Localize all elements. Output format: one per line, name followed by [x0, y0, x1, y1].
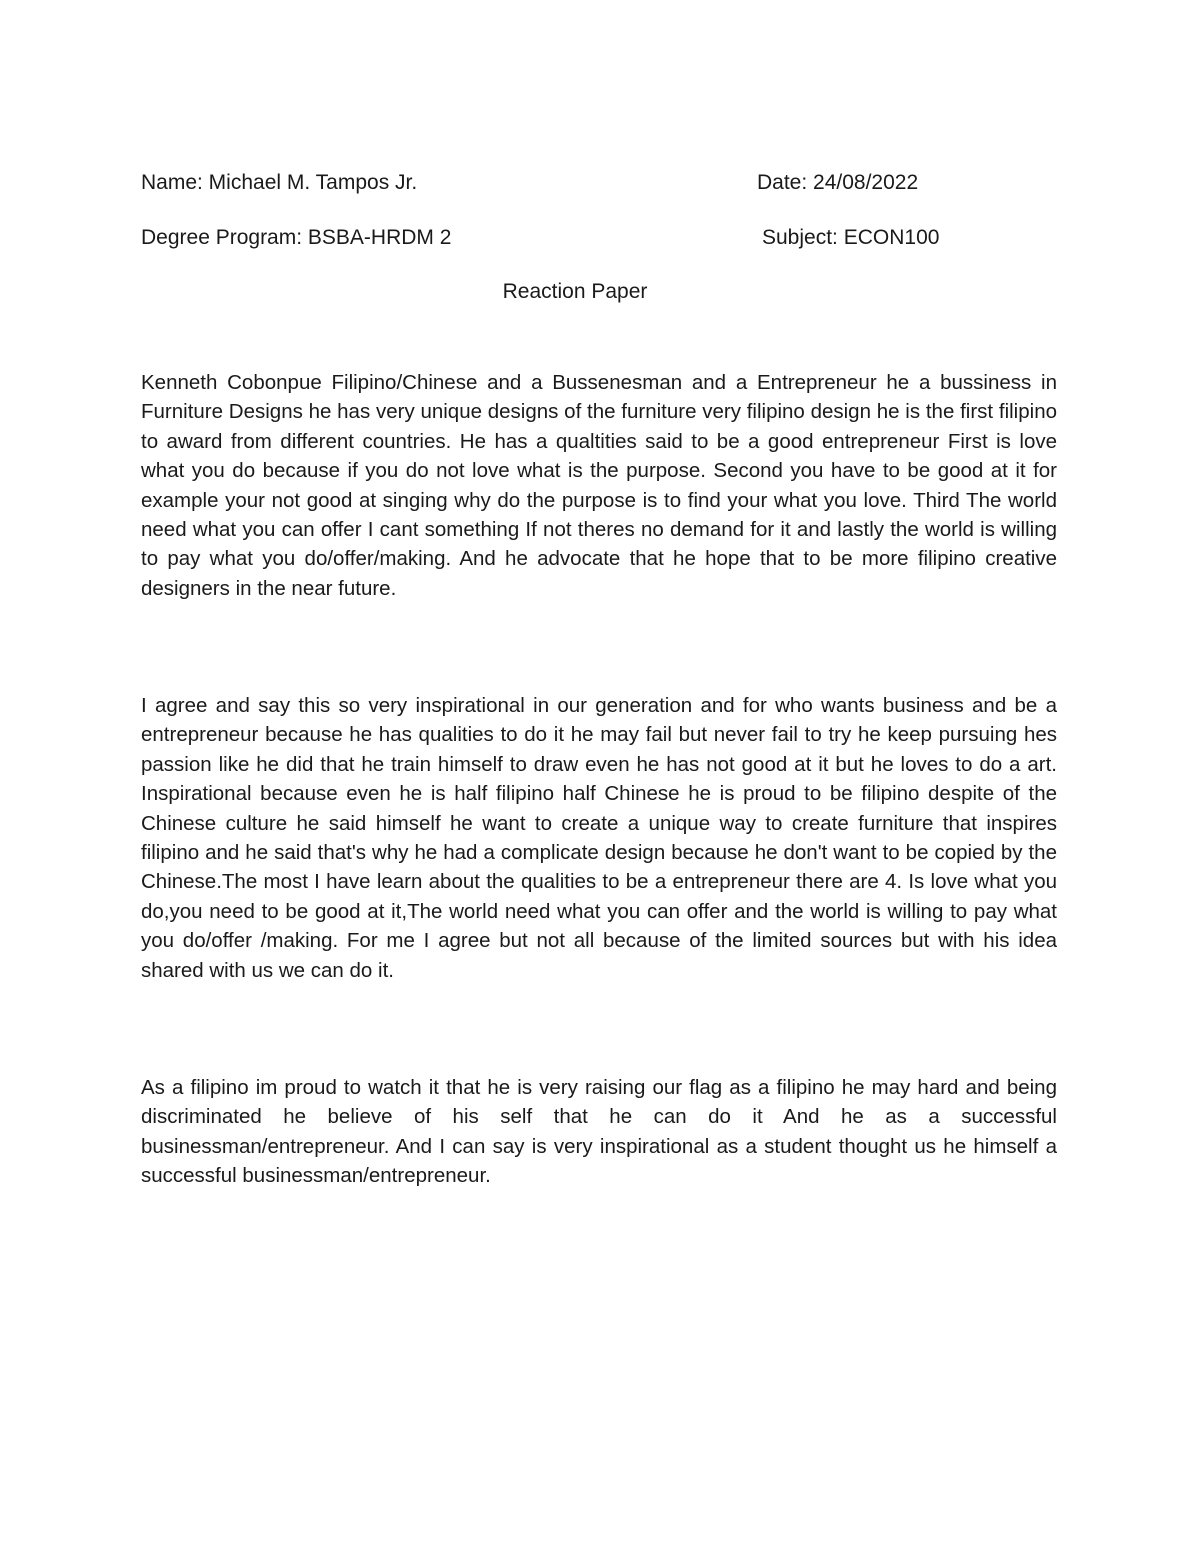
subject: Subject: ECON100: [762, 226, 940, 249]
submission-date: Date: 24/08/2022: [757, 171, 919, 194]
paragraph-2: I agree and say this so very inspirational in our generation and for who wants business and be a entrepreneur because he has qualities to do it he may fail but never fail to try he keep pursuing hes passion like he did that he train himself to draw even he has not good at it but he loves to do a art. Inspirational because even he is half filipino half Chinese he is proud to be filipino despite of the Chinese culture he said himself he want to create a unique way to create furniture that inspires filipino and he said that's why he had a complicate design because he don't want to be copied by the Chinese.The most I have learn about the qualities to be a entrepreneur there are 4. Is love what you do,you need to be good at it,The world need what you can offer and the world is willing to pay what you do/offer /making. For me I agree but not all because of the limited sources but with his idea shared with us we can do it.: [141, 694, 1057, 982]
paragraph-3: As a filipino im proud to watch it that he is very raising our flag as a filipino he may hard and being discriminated he believe of his self that he can do it And he as a successful businessman/entrepreneur. And I can say is very inspirational as a student thought us he himself a successful businessman/entrepreneur.: [141, 1076, 1057, 1188]
document-title: Reaction Paper: [502, 280, 648, 303]
student-name: Name: Michael M. Tampos Jr.: [141, 171, 418, 194]
degree-program: Degree Program: BSBA-HRDM 2: [141, 226, 452, 249]
paragraph-1: Kenneth Cobonpue Filipino/Chinese and a Bussenesman and a Entrepreneur he a bussiness in Furniture Designs he has very unique designs of the furniture very filipino design he is the first filipino to award from different countries. He has a qualtities said to be a good entrepreneur First is love what you do because if you do not love what is the purpose. Second you have to be good at it for example your not good at singing why do the purpose is to find your what you love. Third The world need what you can offer I cant something If not theres no demand for it and lastly the world is willing to pay what you do/offer/making. And he advocate that he hope that to be more filipino creative designers in the near future.: [141, 371, 1057, 600]
